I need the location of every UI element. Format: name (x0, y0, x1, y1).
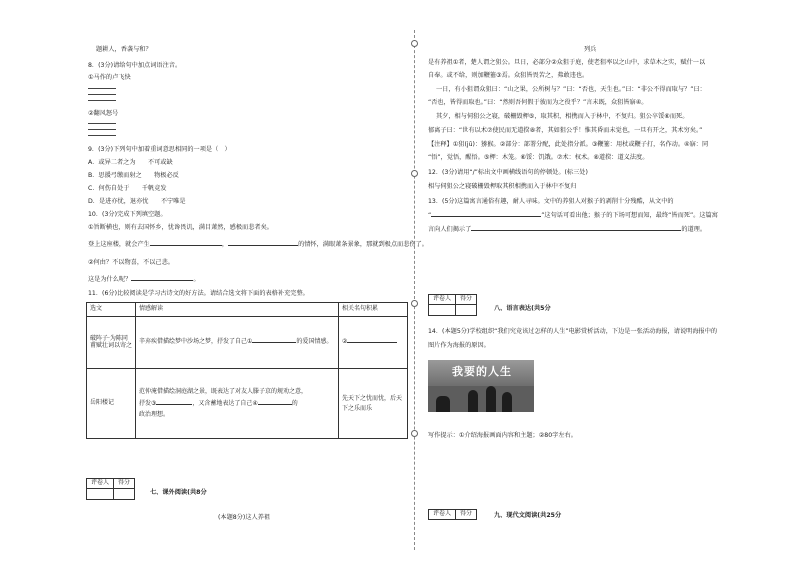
section-7-title: 七、课外阅读(共8分 (150, 489, 207, 496)
grader-cell[interactable] (87, 489, 114, 500)
person-silhouette (502, 392, 512, 412)
q8-item-b: ②翻风怒号 (88, 110, 119, 117)
score-box (428, 294, 477, 316)
q13-fill-1: “ ”这句话可看出他；猴子的下场可想而知，最终“皆而死”。这篇寓 (428, 212, 718, 219)
person-silhouette (468, 390, 478, 412)
table-header: 选文 (87, 303, 136, 317)
section-8-title: 八、语言表达(共5分 (494, 305, 551, 312)
passage-line: 其夕，相与伺狙公之寝，破栅毁柙⑤，取其积，相携而入于林中，不复归。狙公卒馁⑥而死。 (436, 113, 689, 120)
score-box (86, 478, 135, 500)
section-9-title: 九、现代文阅读(共25分 (494, 512, 562, 519)
passage-line: 一日，有小狙谓众狙曰：“山之果，公所树与？”曰：“否也，天生也。”曰：“非公不得而取与？”曰： (436, 86, 706, 93)
right-page (414, 0, 794, 562)
movie-poster-image (428, 360, 534, 412)
passage-title: (本题8分)这人养祖 (218, 514, 271, 521)
score-box (428, 509, 477, 520)
q14-stem: 14．(本题5分)学校组织“我们究竟该过怎样的人生”电影赏析活动，下边是一张活动海报，请说明海报中的 (428, 328, 718, 335)
q12-stem: 12．(3分)请用“/”标出文中画横线语句的停顿处。(标三处) (428, 169, 588, 176)
grader-label: 评卷人 (429, 510, 456, 520)
score-cell[interactable] (456, 305, 477, 316)
table-cell: 范仲淹借描绘洞庭湖之景，既表达了对友人滕子京的规劝之意， 抒发③ ，又含蓄地表达了自己④ 的 政治理想。 (136, 369, 339, 439)
q13-fill-2: 言向人们揭示了 的道理。 (428, 226, 707, 233)
answer-line (88, 88, 116, 89)
q9-option-d: D．是进亦忧，退亦忧 不宁唯是 (88, 198, 186, 205)
table-header: 情感解读 (136, 303, 339, 317)
q9-option-a: A．或异二者之为 不可或缺 (88, 159, 173, 166)
answer-line (88, 100, 116, 101)
q9-option-b: B．思援弓缴而射之 物极必反 (88, 172, 179, 179)
grader-label: 评卷人 (87, 479, 114, 489)
top-fragment: 题耕人，香袭与和？ (96, 46, 152, 53)
q10-stem: 10．(3分)完成下列填空题。 (88, 211, 167, 218)
answer-line (88, 129, 116, 130)
passage-header: 列兵 (584, 46, 597, 53)
passage-line: “否也，皆得而取也。”曰：“然则吾何假于彼而为之役乎？”言未既，众狙皆寤④。 (428, 99, 648, 106)
grader-label: 评卷人 (429, 295, 456, 305)
q14-stem-cont: 图片作为海报的原因。 (428, 342, 490, 349)
q10-fill-2: 这是为什么呢？ 。 (88, 276, 200, 283)
passage-line: 郁离子曰：“世有以术⑦使民而无道揆⑧者，其如狙公乎！惟其昏而未觉也，一旦有开之，其术穷矣。” (428, 127, 703, 134)
poster-title: 我要的人生 (452, 365, 512, 378)
annotation-line: “悟”，觉悟，醒悟。⑤柙：木笼。⑥馁：饥饿。⑦术：权术。⑧道揆：道义法度。 (428, 154, 649, 161)
answer-line (88, 94, 116, 95)
q13-stem: 13．(5分)这篇寓言通俗有趣，耐人寻味。文中的养狙人对猴子的剥削十分残酷，从文中的 (428, 198, 674, 205)
passage-line: 自奉。或不给，则加鞭箠③焉。众狙皆畏苦之，弗敢违也。 (428, 72, 589, 79)
person-silhouette (436, 396, 450, 412)
q8-item-a: ①马作的卢飞快 (88, 74, 131, 81)
annotation-line: 【注释】①狙(jū)：猕猴。②部分：部署分配，此处指分派。③鞭箠：用杖或鞭子打，名作动。④寤：同 (428, 141, 709, 148)
grader-cell[interactable] (429, 305, 456, 316)
table-cell: 破阵子·为陈同甫赋壮词以寄之 (87, 317, 136, 369)
q10-fill-1: 登上这座楼，就会产生 ， 的情怀，满眼萧条景象，那就到极点而悲伤了。 (88, 241, 428, 248)
q11-table (86, 302, 408, 439)
table-cell: 岳阳楼记 (87, 369, 136, 439)
q11-stem: 11．(6分)比较阅读是学习古诗文的好方法。请结合选文将下面的表格补充完整。 (88, 290, 309, 297)
q10-passage-2: ②何由？不以物喜，不以己悲。 (88, 259, 174, 266)
score-cell[interactable] (114, 489, 135, 500)
q9-stem: 9．(3分)下列句中加着重词意思相同的一项是（ ） (88, 146, 231, 153)
answer-line (88, 135, 116, 136)
table-header: 相关名句积累 (339, 303, 408, 317)
person-silhouette (486, 386, 496, 412)
table-cell: 辛弃疾借描绘梦中沙场之梦，抒发了自己① 的爱国情感。 (136, 317, 339, 369)
table-cell: ② (339, 317, 408, 369)
score-label: 得分 (456, 295, 477, 305)
q12-sentence: 相与伺狙公之寝破栅毁柙取其积相携而入于林中不复归 (428, 183, 577, 190)
score-label: 得分 (114, 479, 135, 489)
q10-passage-1: ①旨断横也，则有去国怀乡，忧谗畏讥，满目萧然，感极而悲者矣。 (88, 224, 273, 231)
answer-line (88, 123, 116, 124)
passage-line: 是有养祖①者，楚人谓之狙公。旦日，必部分②众狙于庭，使老狙率以之山中，求草木之实，赋什一以 (428, 59, 706, 66)
score-label: 得分 (456, 510, 477, 520)
q8-stem: 8．(3分)请给句中加点词语注音。 (88, 62, 182, 69)
writing-hint: 写作提示：①介绍海报画面内容和主题；②80字左右。 (428, 432, 577, 439)
q9-option-c: C．何伤自处于 千帆竞发 (88, 185, 167, 192)
table-cell: 先天下之忧而忧，后天下之乐而乐 (339, 369, 408, 439)
